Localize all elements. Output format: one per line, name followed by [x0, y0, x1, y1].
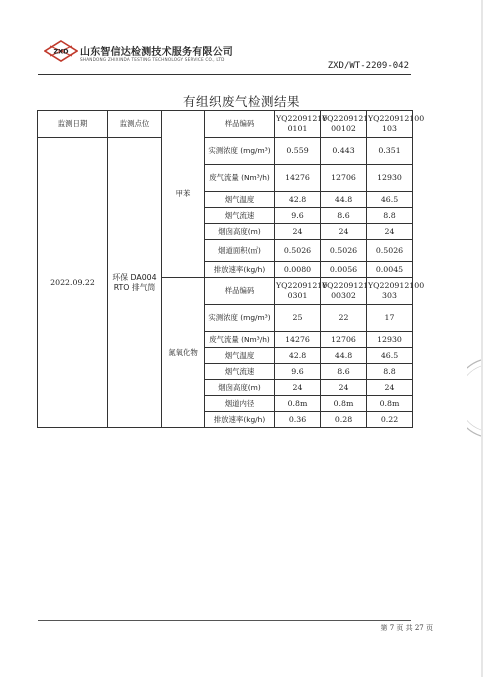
value-cell: 8.8 [367, 364, 413, 380]
parameter-label: 废气流量 (Nm³/h) [205, 332, 275, 348]
value-cell: 0.351 [367, 138, 413, 165]
value-cell: 0.5026 [321, 240, 367, 262]
value-cell: 0.5026 [275, 240, 321, 262]
parameter-label: 废气流量 (Nm³/h) [205, 165, 275, 192]
value-cell: 14276 [275, 165, 321, 192]
parameter-label: 烟道面积(㎡) [205, 240, 275, 262]
parameter-label: 烟囱高度(m) [205, 380, 275, 396]
company-logo-icon [44, 40, 78, 62]
seal-stamp-edge-icon [467, 358, 481, 438]
parameter-label: 实测浓度 (mg/m³) [205, 305, 275, 332]
monitoring-date-cell: 2022.09.22 [38, 138, 108, 428]
parameter-label: 烟气温度 [205, 348, 275, 364]
value-cell: 9.6 [275, 364, 321, 380]
value-cell: 0.0056 [321, 262, 367, 278]
value-cell: 0.0080 [275, 262, 321, 278]
value-cell: 24 [321, 380, 367, 396]
parameter-label: 排放速率(kg/h) [205, 412, 275, 428]
footer-divider [38, 620, 411, 621]
parameter-label: 烟道内径 [205, 396, 275, 412]
value-cell: 46.5 [367, 348, 413, 364]
value-cell: 24 [275, 224, 321, 240]
value-cell: 0.443 [321, 138, 367, 165]
parameter-label: 烟囱高度(m) [205, 224, 275, 240]
pollutant-nitrogen-oxides: 氮氧化物 [162, 278, 205, 428]
sample-code-cell: YQ22091210 0301 [275, 278, 321, 305]
sample-code-cell: YQ2209121 00302 [321, 278, 367, 305]
pollutant-toluene: 甲苯 [162, 111, 205, 278]
value-cell: 8.6 [321, 364, 367, 380]
sample-code-cell: YQ220912100 303 [367, 278, 413, 305]
value-cell: 0.559 [275, 138, 321, 165]
document-number: ZXD/WT-2209-042 [327, 61, 409, 71]
value-cell: 25 [275, 305, 321, 332]
company-name-en: SHANDONG ZHIXINDA TESTING TECHNOLOGY SERVICE CO., LTD [80, 57, 225, 62]
header-sample-code: 样品编码 [205, 111, 275, 138]
value-cell: 44.8 [321, 348, 367, 364]
value-cell: 0.0045 [367, 262, 413, 278]
page-title: 有组织废气检测结果 [182, 94, 300, 109]
sample-code-cell: YQ2209121 00102 [321, 111, 367, 138]
value-cell: 24 [367, 380, 413, 396]
header-date: 监测日期 [38, 111, 108, 138]
header-site: 监测点位 [108, 111, 162, 138]
header-divider [38, 74, 411, 75]
value-cell: 24 [321, 224, 367, 240]
table-header-row [38, 111, 413, 138]
page-number: 第 7 页 共 27 页 [380, 624, 433, 632]
value-cell: 14276 [275, 332, 321, 348]
sample-code-cell: YQ22091210 0101 [275, 111, 321, 138]
value-cell: 0.8m [367, 396, 413, 412]
value-cell: 44.8 [321, 192, 367, 208]
results-table [37, 110, 425, 428]
value-cell: 0.8m [275, 396, 321, 412]
value-cell: 42.8 [275, 348, 321, 364]
value-cell: 12930 [367, 332, 413, 348]
parameter-label: 烟气流速 [205, 364, 275, 380]
parameter-label: 烟气温度 [205, 192, 275, 208]
value-cell: 0.22 [367, 412, 413, 428]
monitoring-site-cell: 环保 DA004 RTO 排气筒 [108, 138, 162, 428]
value-cell: 12706 [321, 165, 367, 192]
logo-text: ZXD [53, 47, 69, 56]
parameter-label: 烟气流速 [205, 208, 275, 224]
parameter-label: 实测浓度 (mg/m³) [205, 138, 275, 165]
value-cell: 42.8 [275, 192, 321, 208]
value-cell: 24 [275, 380, 321, 396]
value-cell: 0.8m [321, 396, 367, 412]
value-cell: 0.36 [275, 412, 321, 428]
value-cell: 22 [321, 305, 367, 332]
sample-code-cell: YQ220912100 103 [367, 111, 413, 138]
value-cell: 9.6 [275, 208, 321, 224]
company-name-cn: 山东智信达检测技术服务有限公司 [80, 47, 233, 58]
value-cell: 0.5026 [367, 240, 413, 262]
value-cell: 24 [367, 224, 413, 240]
parameter-label: 排放速率(kg/h) [205, 262, 275, 278]
sample-code-label: 样品编码 [205, 278, 275, 305]
value-cell: 46.5 [367, 192, 413, 208]
value-cell: 12930 [367, 165, 413, 192]
value-cell: 8.6 [321, 208, 367, 224]
value-cell: 12706 [321, 332, 367, 348]
value-cell: 0.28 [321, 412, 367, 428]
table-row [38, 138, 413, 165]
value-cell: 8.8 [367, 208, 413, 224]
value-cell: 17 [367, 305, 413, 332]
